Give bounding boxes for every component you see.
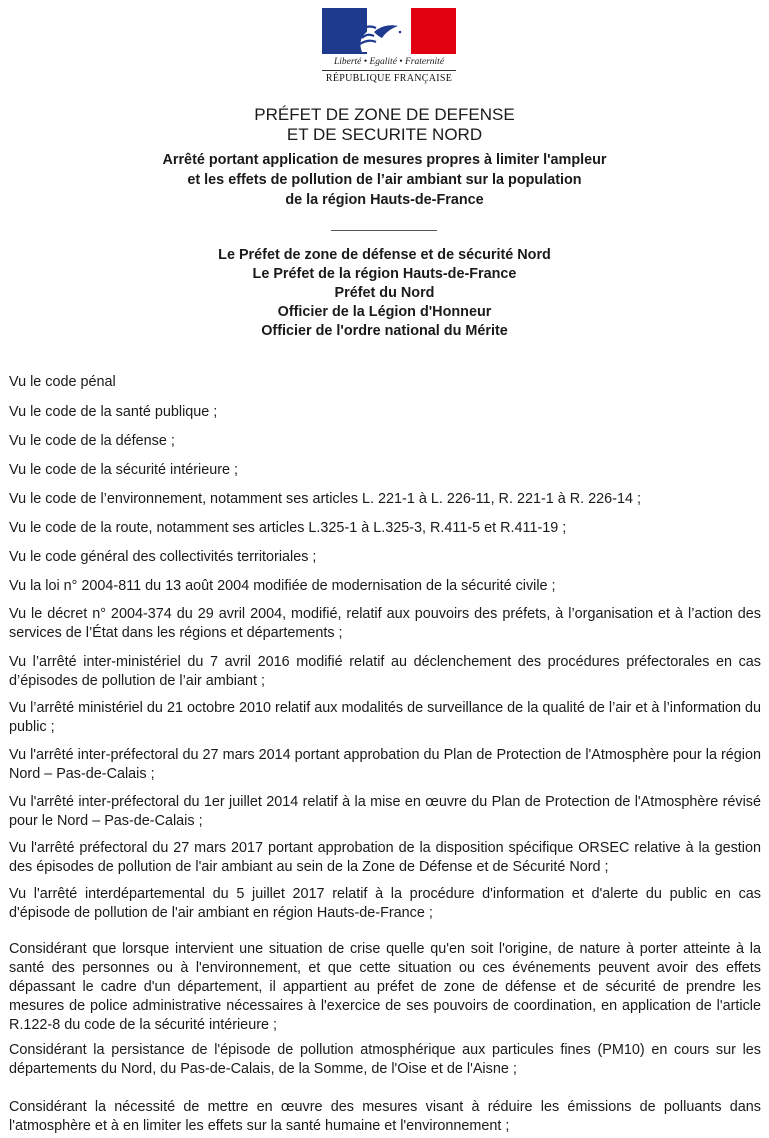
vu-code-defense: Vu le code de la défense ;: [9, 433, 175, 449]
vu-loi-2004-811: Vu la loi n° 2004-811 du 13 août 2004 modifiée de modernisation de la sécurité civile ;: [9, 578, 556, 594]
vu-code-environnement: Vu le code de l’environnement, notamment ses articles L. 221-1 à L. 226-11, R. 221-1 à R. 226-14 ;: [9, 491, 641, 507]
vu-code-securite: Vu le code de la sécurité intérieure ;: [9, 462, 239, 478]
republic-motto: Liberté • Egalité • Fraternité: [333, 57, 445, 67]
arrete-title-line-3: de la région Hauts-de-France: [285, 192, 484, 208]
signatory-line-3: Préfet du Nord: [334, 285, 435, 301]
signatory-line-5: Officier de l'ordre national du Mérite: [261, 323, 508, 339]
signatory-line-4: Officier de la Légion d'Honneur: [277, 304, 492, 320]
vu-code-sante: Vu le code de la santé publique ;: [9, 404, 218, 420]
vu-arrete-2016: Vu l’arrêté inter-ministériel du 7 avril 2016 modifié relatif au déclenchement des procédures préfectorales en cas d’épisodes de pollution de l’air ambiant ;: [9, 654, 761, 689]
tricolor-flag: [322, 8, 456, 54]
prefet-title-line-1: PRÉFET DE ZONE DE DEFENSE: [254, 105, 515, 124]
vu-arrete-juillet-2014: Vu l'arrêté inter-préfectoral du 1er juillet 2014 relatif à la mise en œuvre du Plan de Protection de l'Atmosphère révisé pour le Nord – Pas-de-Calais ;: [9, 794, 761, 829]
arrete-title-line-2: et les effets de pollution de l’air ambiant sur la population: [187, 172, 582, 188]
vu-code-penal: Vu le code pénal: [9, 374, 116, 390]
signatory-line-2: Le Préfet de la région Hauts-de-France: [252, 266, 517, 282]
vu-arrete-ppa-2014: Vu l'arrêté inter-préfectoral du 27 mars 2014 portant approbation du Plan de Protection de l'Atmosphère pour la région Nord – Pas-de-Calais ;: [9, 747, 761, 782]
prefet-title-line-2: ET DE SECURITE NORD: [286, 125, 483, 144]
vu-decret-2004-374: Vu le décret n° 2004-374 du 29 avril 2004, modifié, relatif aux pouvoirs des préfets, à l’organisation et à l’action des services de l’État dans les régions et départements ;: [9, 606, 761, 641]
considerant-persistance: Considérant la persistance de l'épisode de pollution atmosphérique aux particules fines (PM10) en cours sur les départements du Nord, du Pas-de-Calais, de la Somme, de l'Oise et de l'Aisne ;: [9, 1042, 761, 1077]
signatory-line-1: Le Préfet de zone de défense et de sécurité Nord: [218, 247, 551, 263]
vu-arrete-orsec-2017: Vu l'arrêté préfectoral du 27 mars 2017 portant approbation de la disposition spécifique ORSEC relative à la gestion des épisodes de pollution de l'air ambiant au sein de la Zone de Défense et de Sécurité Nord ;: [9, 840, 761, 875]
vu-arrete-2010: Vu l’arrêté ministériel du 21 octobre 2010 relatif aux modalités de surveillance de la qualité de l’air et à l’information du public ;: [9, 700, 761, 735]
vu-code-route: Vu le code de la route, notamment ses articles L.325-1 à L.325-3, R.411-5 et R.411-19 ;: [9, 520, 567, 536]
considerant-necessite: Considérant la nécessité de mettre en œuvre des mesures visant à réduire les émissions de polluants dans l'atmosphère et à en limiter les effets sur la santé humaine et l'environnement ;: [9, 1099, 761, 1134]
arrete-title-line-1: Arrêté portant application de mesures propres à limiter l'ampleur: [162, 152, 607, 168]
considerant-crise: Considérant que lorsque intervient une situation de crise quelle qu'en soit l'origine, de nature à porter atteinte à la santé des personnes ou à l'environnement, et que cette situation ou ces événements peuvent avoir des effets dépassant le cadre d'un département, il appartient au préfet de zone de défense et de sécurité de prendre les mesures de police administrative nécessaires à l'exercice de ses pouvoirs de coordination, en application de l'article R.122-8 du code de la sécurité intérieure ;: [9, 941, 761, 1033]
marianne-profile-icon: [322, 8, 456, 54]
title-separator: [331, 230, 437, 231]
republic-name: RÉPUBLIQUE FRANÇAISE: [322, 70, 456, 84]
vu-arrete-juillet-2017: Vu l'arrêté interdépartemental du 5 juillet 2017 relatif à la procédure d'information et d'alerte du public en cas d'épisode de pollution de l'air ambiant en région Hauts-de-France ;: [9, 886, 761, 921]
republique-francaise-logo: [322, 8, 458, 90]
vu-code-collectivites: Vu le code général des collectivités territoriales ;: [9, 549, 317, 565]
